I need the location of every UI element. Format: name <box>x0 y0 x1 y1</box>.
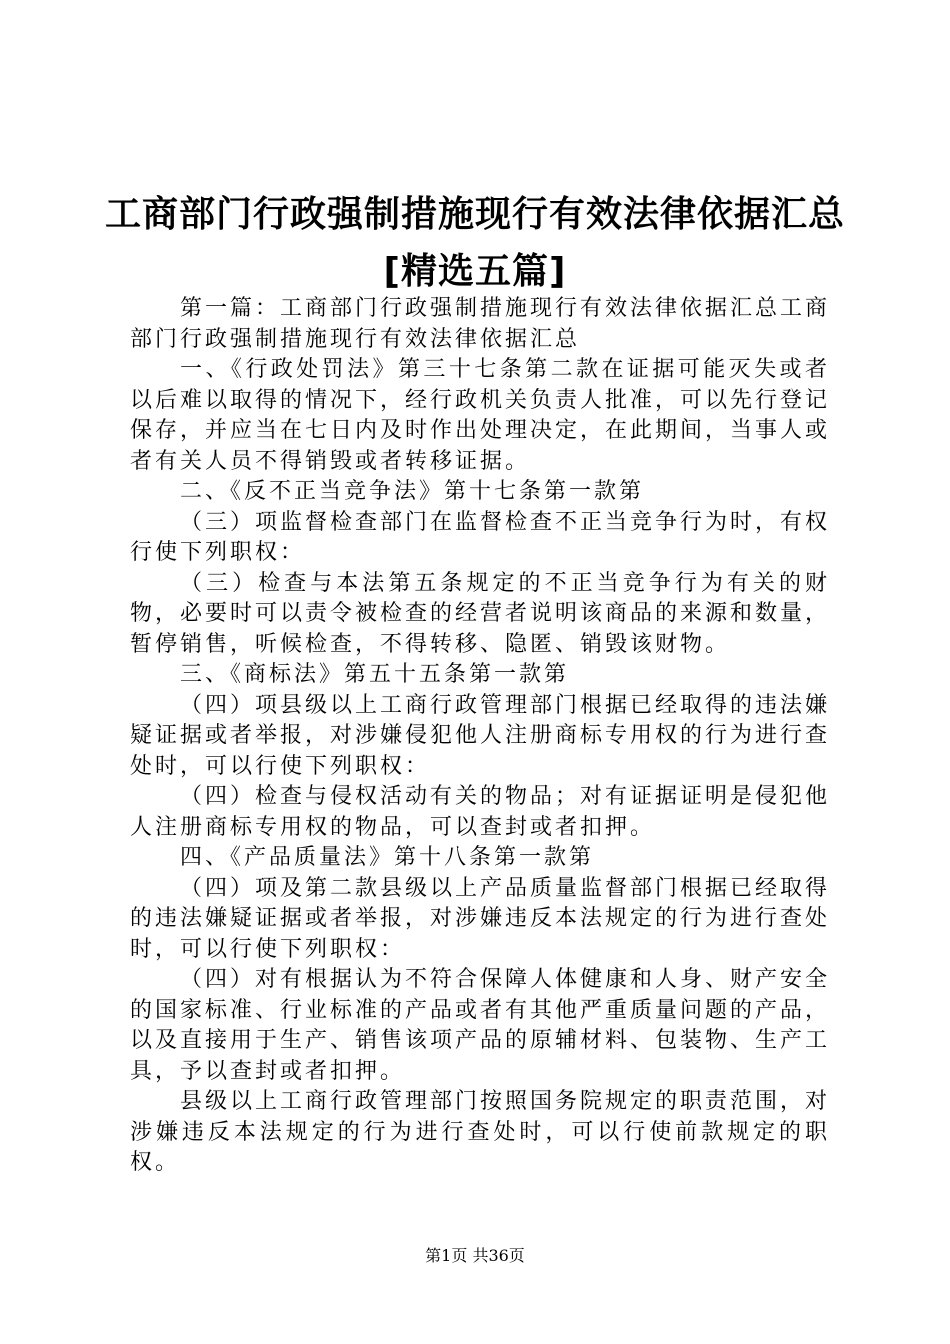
paragraph: （三）检查与本法第五条规定的不正当竞争行为有关的财物，必要时可以责令被检查的经营者说明该商品的来源和数量，暂停销售，听候检查，不得转移、隐匿、销毁该财物。 <box>130 570 831 657</box>
paragraph: 一、《行政处罚法》第三十七条第二款在证据可能灭失或者以后难以取得的情况下，经行政机关负责人批准，可以先行登记保存，并应当在七日内及时作出处理决定，在此期间，当事人或者有关人员不得销毁或者转移证据。 <box>130 357 831 474</box>
paragraph: （三）项监督检查部门在监督检查不正当竞争行为时，有权行使下列职权： <box>130 509 831 565</box>
paragraph: 二、《反不正当竞争法》第十七条第一款第 <box>180 479 645 504</box>
paragraph: （四）项及第二款县级以上产品质量监督部门根据已经取得的违法嫌疑证据或者举报，对涉嫌违反本法规定的行为进行查处时，可以行使下列职权： <box>130 875 831 962</box>
paragraph: （四）检查与侵权活动有关的物品；对有证据证明是侵犯他人注册商标专用权的物品，可以查封或者扣押。 <box>130 784 831 840</box>
document-subtitle: [精选五篇] <box>383 251 567 292</box>
paragraph: （四）对有根据认为不符合保障人体健康和人身、财产安全的国家标准、行业标准的产品或者有其他严重质量问题的产品，以及直接用于生产、销售该项产品的原辅材料、包装物、生产工具，予以查封或者扣押。 <box>130 967 831 1084</box>
paragraph: 四、《产品质量法》第十八条第一款第 <box>180 845 595 870</box>
paragraph: （四）项县级以上工商行政管理部门根据已经取得的违法嫌疑证据或者举报，对涉嫌侵犯他人注册商标专用权的行为进行查处时，可以行使下列职权： <box>130 692 831 779</box>
page-footer: 第1页 共36页 <box>425 1246 525 1265</box>
paragraph: 第一篇：工商部门行政强制措施现行有效法律依据汇总工商部门行政强制措施现行有效法律依据汇总 <box>130 296 831 352</box>
document-title: 工商部门行政强制措施现行有效法律依据汇总 <box>104 194 845 235</box>
paragraph: 县级以上工商行政管理部门按照国务院规定的职责范围，对涉嫌违反本法规定的行为进行查处时，可以行使前款规定的职权。 <box>130 1089 831 1175</box>
document-body <box>130 294 830 1179</box>
paragraph: 三、《商标法》第五十五条第一款第 <box>180 662 570 687</box>
